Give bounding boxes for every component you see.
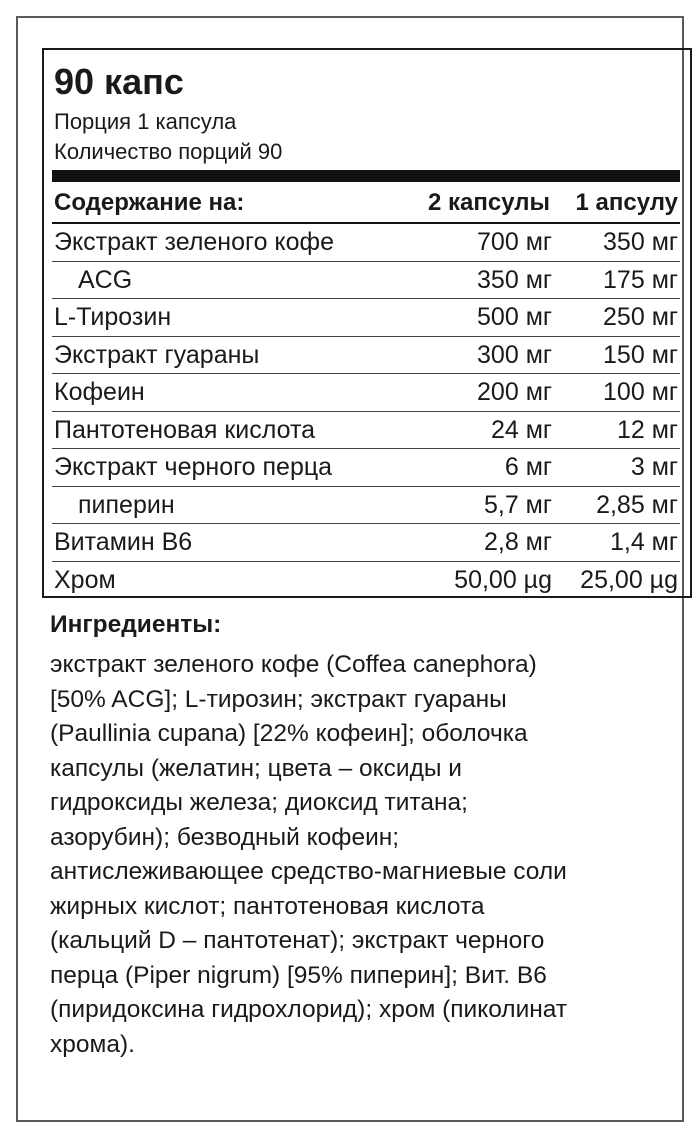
thick-divider: [52, 170, 680, 182]
amount-one-capsule: 3 мг: [630, 453, 678, 481]
header-two-capsules: 2 капсулы: [428, 189, 550, 216]
package-size-title: 90 капс: [54, 61, 184, 102]
nutrient-row: [52, 374, 680, 412]
ingredients-line: экстракт зеленого кофе (Coffea canephora): [50, 651, 537, 678]
serving-size: Порция 1 капсула: [54, 109, 237, 134]
amount-two-capsules: 2,8 мг: [483, 528, 552, 556]
nutrient-row: [52, 412, 680, 450]
amount-one-capsule: 2,85 мг: [596, 490, 678, 519]
amount-two-capsules: 350 мг: [477, 265, 552, 294]
ingredients-section: [50, 606, 690, 1062]
nutrient-name: Кофеин: [54, 378, 145, 406]
nutrient-row: [52, 524, 680, 562]
nutrient-name: Витамин B6: [54, 528, 193, 556]
ingredients-line: перца (Piper nigrum) [95% пиперин]; Вит. B6: [50, 961, 547, 989]
ingredients-line: гидроксиды железа; диоксид титана;: [50, 789, 468, 816]
nutrient-row: [52, 449, 680, 487]
amount-one-capsule: 175 мг: [603, 265, 678, 294]
amount-two-capsules: 24 мг: [490, 415, 552, 444]
nutrient-name: L-Тирозин: [54, 303, 172, 331]
nutrient-name: Хром: [54, 565, 116, 594]
ingredients-line: (пиридоксина гидрохлорид); хром (пиколинат: [50, 996, 568, 1023]
nutrient-row: [52, 299, 680, 337]
nutrient-name: пиперин: [78, 490, 175, 519]
ingredients-line: капсулы (желатин; цвета – оксиды и: [50, 754, 462, 782]
amount-two-capsules: 6 мг: [504, 453, 552, 481]
header-content-per: Содержание на:: [54, 189, 245, 216]
ingredients-text: [50, 648, 690, 1062]
amount-one-capsule: 150 мг: [603, 340, 678, 369]
amount-two-capsules: 50,00 µg: [454, 565, 552, 594]
supplement-label: [16, 16, 684, 1122]
amount-one-capsule: 1,4 мг: [609, 528, 678, 556]
ingredients-line: [50% ACG]; L-тирозин; экстракт гуараны: [50, 685, 507, 713]
nutrient-name: Пантотеновая кислота: [54, 415, 316, 444]
nutrient-rows: [52, 224, 680, 599]
header-one-capsule: 1 апсулу: [575, 189, 678, 216]
nutrient-name: Экстракт зеленого кофе: [54, 228, 335, 256]
amount-two-capsules: 500 мг: [477, 303, 552, 331]
ingredients-line: хрома).: [50, 1030, 135, 1058]
nutrient-row: [52, 337, 680, 375]
supplement-facts-panel: [42, 48, 692, 598]
amount-two-capsules: 5,7 мг: [483, 490, 552, 519]
nutrient-row: [52, 487, 680, 525]
ingredients-line: (кальций D – пантотенат); экстракт черного: [50, 927, 545, 954]
amount-two-capsules: 300 мг: [477, 340, 552, 369]
nutrient-name: Экстракт черного перца: [54, 453, 333, 481]
servings-per-container: Количество порций 90: [54, 139, 283, 164]
nutrient-name: Экстракт гуараны: [54, 340, 260, 369]
nutrient-name: ACG: [78, 265, 133, 294]
amount-two-capsules: 700 мг: [477, 228, 552, 256]
nutrient-row: [52, 562, 680, 600]
amount-one-capsule: 25,00 µg: [580, 565, 678, 594]
nutrient-row: [52, 224, 680, 262]
ingredients-line: азорубин); безводный кофеин;: [50, 823, 400, 851]
amount-one-capsule: 250 мг: [603, 303, 678, 331]
ingredients-line: антислеживающее средство-магниевые соли: [50, 858, 567, 885]
ingredients-line: жирных кислот; пантотеновая кислота: [50, 892, 485, 920]
amount-one-capsule: 12 мг: [616, 415, 678, 444]
amount-one-capsule: 350 мг: [603, 228, 678, 256]
nutrient-row: [52, 262, 680, 300]
ingredients-line: (Paullinia cupana) [22% кофеин]; оболочка: [50, 720, 528, 747]
ingredients-title: Ингредиенты:: [50, 611, 222, 638]
amount-one-capsule: 100 мг: [603, 378, 678, 406]
amount-two-capsules: 200 мг: [477, 378, 552, 406]
